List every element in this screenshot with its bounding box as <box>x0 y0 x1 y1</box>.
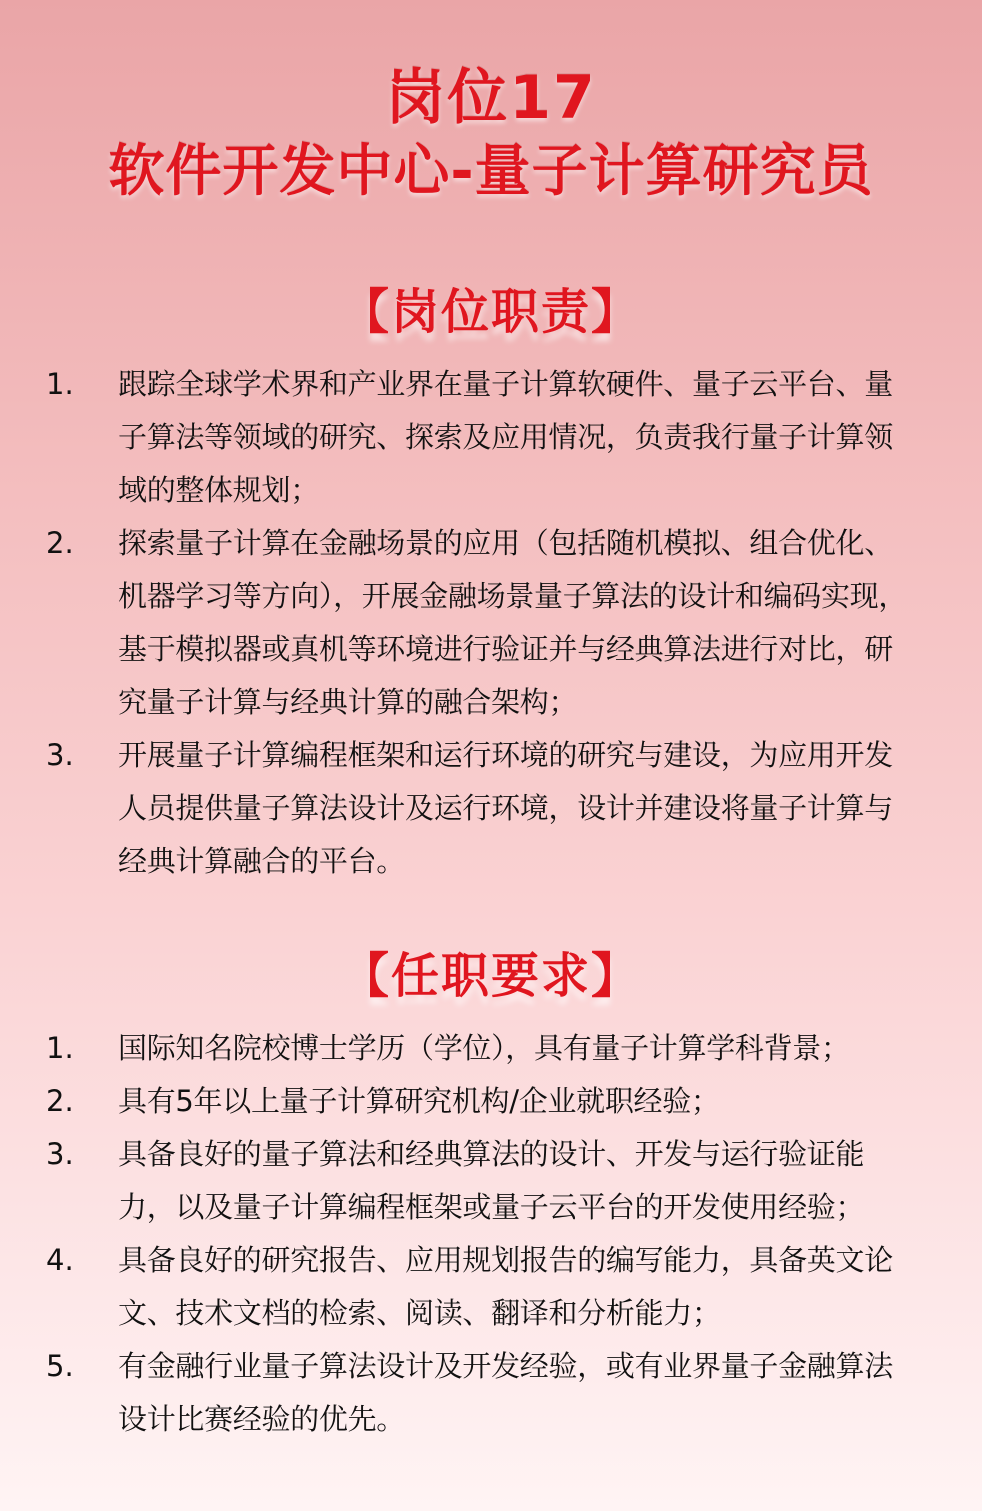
requirement-text: 具备良好的研究报告、应用规划报告的编写能力，具备英文论文、技术文档的检索、阅读、翻译和分析能力； <box>118 1243 893 1330</box>
requirement-text: 有金融行业量子算法设计及开发经验，或有业界量子金融算法设计比赛经验的优先。 <box>118 1349 893 1436</box>
duty-number: 2. <box>46 526 74 560</box>
requirement-item <box>0 1234 982 1340</box>
requirement-number: 3. <box>46 1137 74 1171</box>
job-position-title: 软件开发中心-量子计算研究员 <box>108 139 874 204</box>
duty-text: 跟踪全球学术界和产业界在量子计算软硬件、量子云平台、量子算法等领域的研究、探索及应用情况，负责我行量子计算领域的整体规划； <box>118 367 893 507</box>
job-number-title: 岗位17 <box>385 63 597 133</box>
requirement-item <box>0 1340 982 1446</box>
duties-heading: 【岗位职责】 <box>340 284 641 340</box>
requirement-text: 具备良好的量子算法和经典算法的设计、开发与运行验证能力，以及量子计算编程框架或量子云平台的开发使用经验； <box>118 1137 865 1224</box>
requirement-item <box>0 1128 982 1234</box>
duty-item <box>0 729 982 888</box>
requirement-item <box>0 1022 982 1075</box>
requirement-number: 2. <box>46 1084 74 1118</box>
requirement-item <box>0 1075 982 1128</box>
requirements-list <box>0 1022 982 1446</box>
requirements-heading: 【任职要求】 <box>340 948 641 1004</box>
duty-number: 1. <box>46 367 74 401</box>
duty-number: 3. <box>46 738 74 772</box>
requirement-text: 具有5年以上量子计算研究机构/企业就职经验； <box>118 1084 720 1118</box>
requirement-number: 1. <box>46 1031 74 1065</box>
requirement-text: 国际知名院校博士学历（学位），具有量子计算学科背景； <box>118 1031 850 1065</box>
duty-text: 开展量子计算编程框架和运行环境的研究与建设，为应用开发人员提供量子算法设计及运行环境，设计并建设将量子计算与经典计算融合的平台。 <box>118 738 893 878</box>
requirement-number: 4. <box>46 1243 74 1277</box>
duties-list <box>0 358 982 888</box>
duty-text: 探索量子计算在金融场景的应用（包括随机模拟、组合优化、机器学习等方向），开展金融场景量子算法的设计和编码实现，基于模拟器或真机等环境进行验证并与经典算法进行对比，研究量子计算与经典计算的融合架构； <box>118 526 908 719</box>
requirement-number: 5. <box>46 1349 74 1383</box>
duty-item <box>0 358 982 517</box>
duty-item <box>0 517 982 729</box>
